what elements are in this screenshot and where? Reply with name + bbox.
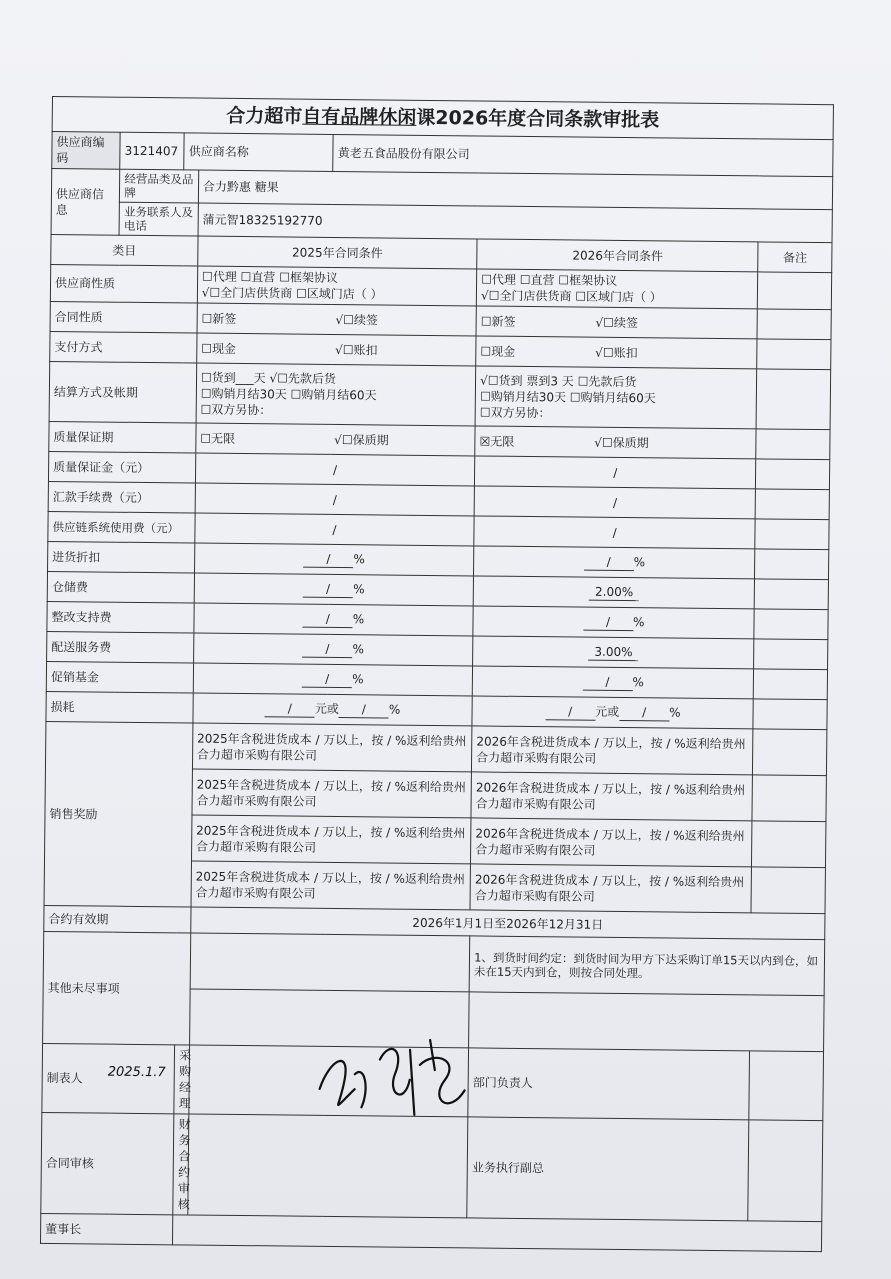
contact-value: 蒲元智18325192770: [198, 203, 832, 243]
warranty-label: 质量保证期: [49, 421, 196, 453]
pay-remark: [757, 339, 831, 370]
nature-2025-line2[interactable]: √☐全门店供货商 ☐区域门店（ ）: [201, 285, 383, 302]
warranty-2025-shelf[interactable]: √☐保质期: [330, 424, 475, 456]
header-2026: 2026年合同条件: [477, 239, 759, 272]
maker-handwritten-date: 2025.1.7: [107, 1064, 166, 1081]
storage-label: 仓储费: [47, 571, 194, 603]
settle-2026-line3[interactable]: ☐双方另协：: [479, 404, 551, 420]
sales-remark-1: [753, 729, 827, 776]
other-2026-blank[interactable]: [469, 992, 824, 1052]
nature-remark: [758, 272, 832, 310]
loss-unit-yuan: 元或: [314, 701, 339, 717]
sales-2025-tier1[interactable]: 2025年含税进货成本 / 万以上，按 / %返利给贵州合力超市采购有限公司: [192, 723, 472, 772]
manager-label: 采购经理: [174, 1045, 189, 1114]
row-sign-1: [42, 1043, 824, 1120]
loss-unit-yuan: 元或: [595, 704, 620, 719]
promo-2025[interactable]: [193, 663, 473, 696]
warranty-2026-unlimited[interactable]: ☒无限: [479, 433, 515, 449]
finance-label: 财务合约审核: [173, 1114, 189, 1215]
sales-2026-tier2[interactable]: 2026年含税进货成本 / 万以上，按 / %返利给贵州合力超市采购有限公司: [471, 772, 753, 821]
promo-label: 促销基金: [46, 661, 193, 693]
settle-2025-line2[interactable]: ☐购销月结30天 ☐购销月结60天: [200, 386, 377, 402]
loss-2026[interactable]: [472, 696, 754, 729]
supplier-name-label: 供应商名称: [184, 133, 333, 172]
pct-sign: %: [352, 612, 365, 627]
settle-2026-line1[interactable]: √☐货到 票到3 天 ☐先款后货: [480, 372, 637, 389]
pay-2026-cash[interactable]: ☐现金: [480, 344, 516, 359]
settle-2025-line1[interactable]: ☐货到___天 √☐先款后货: [200, 370, 336, 386]
pay-2025-deduct[interactable]: √☐账扣: [331, 334, 476, 366]
deposit-label: 质量保证金（元）: [48, 451, 195, 483]
chain-label: 供应链系统使用费（元）: [48, 511, 195, 543]
validity-value[interactable]: 2026年1月1日至2026年12月31日: [191, 907, 825, 940]
title-suffix: 课2026年度合同条款审批表: [416, 106, 660, 132]
contract-2025-new[interactable]: ☐新签: [197, 303, 332, 334]
loss-unit-pct: %: [669, 705, 681, 720]
promo-2025-value: /: [302, 671, 352, 689]
row-other-1: [43, 931, 825, 995]
dept-label: 部门负责人: [468, 1048, 750, 1120]
nature-2026: [476, 269, 758, 309]
discount-2026-value: /: [584, 554, 634, 572]
loss-2025[interactable]: [193, 693, 473, 726]
fee-label: 汇款手续费（元）: [48, 481, 195, 513]
warranty-2026: [475, 426, 757, 459]
discount-label: 进货折扣: [48, 541, 195, 573]
dept-sign[interactable]: [749, 1051, 823, 1121]
maker-label: 制表人: [46, 1070, 83, 1086]
delivery-2026-value: 3.00%: [588, 644, 638, 662]
pct-sign: %: [352, 672, 364, 687]
discount-2026[interactable]: [474, 546, 756, 579]
finance-sign[interactable]: [188, 1114, 468, 1218]
loss-2025-amount: /: [265, 700, 315, 718]
contact-label: 业务联系人及电话: [119, 202, 198, 236]
pay-label: 支付方式: [50, 331, 197, 363]
fee-2026[interactable]: /: [474, 486, 756, 519]
contract-label: 合同性质: [50, 301, 197, 333]
chain-2026[interactable]: /: [474, 516, 756, 549]
cat-value: 合力黔惠 糖果: [198, 170, 832, 210]
contract-2026-renew[interactable]: √☐续签: [595, 315, 639, 330]
sales-2025-tier4[interactable]: 2025年含税进货成本 / 万以上，按 / %返利给贵州合力超市采购有限公司: [191, 861, 471, 910]
contract-2025-renew[interactable]: √☐续签: [331, 304, 476, 336]
settle-2026: [475, 366, 757, 429]
nature-2026-line1[interactable]: ☐代理 ☐直营 ☐框架协议: [481, 272, 618, 288]
pay-2026-deduct[interactable]: √☐账扣: [595, 345, 638, 360]
vp-sign[interactable]: [748, 1120, 823, 1222]
rectify-2026[interactable]: [473, 606, 755, 639]
warranty-2025-unlimited[interactable]: ☐无限: [196, 423, 331, 454]
sales-2026-tier1[interactable]: 2026年含税进货成本 / 万以上，按 / %返利给贵州合力超市采购有限公司: [472, 726, 754, 775]
supplier-code: 3121407: [120, 132, 185, 170]
cat-label: 经营品类及品牌: [120, 169, 199, 203]
promo-remark: [754, 669, 828, 700]
rectify-2026-value: /: [583, 614, 633, 632]
other-note[interactable]: 1、到货时间约定：到货时间为甲方下达采购订单15天以内到仓，如未在15天内到仓，则按合同处理。: [469, 936, 824, 996]
approval-table: [40, 96, 834, 1252]
supplier-info-label: 供应商信息: [51, 169, 120, 236]
settle-2025: [196, 363, 476, 426]
delivery-2025[interactable]: [193, 633, 473, 666]
chair-sign[interactable]: [173, 1215, 822, 1252]
row-sales-1: [45, 721, 826, 775]
sales-remark-2: [752, 775, 826, 822]
sales-2026-tier4[interactable]: 2026年含税进货成本 / 万以上，按 / %返利给贵州合力超市采购有限公司: [470, 864, 752, 913]
discount-2025-value: /: [303, 551, 353, 569]
delivery-label: 配送服务费: [47, 631, 194, 663]
nature-2025-line1[interactable]: ☐代理 ☐直营 ☐框架协议: [201, 269, 338, 286]
contract-2026-new[interactable]: ☐新签: [480, 314, 516, 329]
supplier-code-label: 供应商编码: [52, 132, 121, 170]
chain-2025[interactable]: /: [195, 513, 475, 546]
nature-2026-line2[interactable]: √☐全门店供货商 ☐区域门店（ ）: [480, 288, 662, 305]
loss-2026-pct: /: [619, 704, 669, 722]
manager-sign[interactable]: [189, 1045, 469, 1117]
pay-2025-cash[interactable]: ☐现金: [197, 333, 332, 364]
contract-2026: [476, 306, 758, 339]
promo-2026[interactable]: [472, 666, 754, 699]
pct-sign: %: [353, 552, 365, 567]
other-2025-blank[interactable]: [189, 989, 469, 1048]
pay-2026: [476, 336, 758, 369]
delivery-2025-value: /: [302, 641, 352, 659]
loss-unit-pct: %: [388, 702, 401, 717]
maker-cell: [42, 1043, 175, 1113]
nature-label: 供应商性质: [50, 264, 197, 303]
validity-label: 合约有效期: [44, 905, 191, 933]
rectify-2025-value: /: [303, 611, 353, 629]
title-category: 自有品牌休闲: [302, 105, 417, 129]
rectify-remark: [754, 609, 828, 640]
sales-2026-tier3[interactable]: 2026年含税进货成本 / 万以上，按 / %返利给贵州合力超市采购有限公司: [471, 818, 753, 867]
storage-2025-value: /: [303, 581, 353, 599]
storage-2025[interactable]: [194, 573, 474, 606]
header-2025: 2025年合同条件: [198, 236, 478, 269]
rectify-2025[interactable]: [194, 603, 474, 636]
discount-remark: [755, 549, 829, 580]
pct-sign: %: [352, 642, 364, 657]
loss-remark: [753, 699, 827, 730]
pct-sign: %: [632, 675, 644, 690]
row-settle: [49, 361, 831, 429]
delivery-remark: [754, 639, 828, 670]
deposit-2025[interactable]: /: [195, 453, 475, 486]
storage-remark: [755, 579, 829, 610]
pct-sign: %: [633, 555, 646, 570]
nature-2025: [197, 266, 477, 306]
title-prefix: 合力超市: [226, 104, 303, 128]
settle-2025-line3[interactable]: ☐双方另协：: [200, 402, 272, 417]
header-remark: 备注: [758, 242, 832, 273]
sales-2025-tier3[interactable]: 2025年含税进货成本 / 万以上，按 / %返利给贵州合力超市采购有限公司: [191, 815, 471, 864]
discount-2025[interactable]: [194, 543, 474, 576]
delivery-2026[interactable]: [473, 636, 755, 669]
storage-2026[interactable]: [473, 576, 755, 609]
loss-2025-pct: /: [339, 701, 389, 719]
sales-remark-4: [751, 867, 825, 914]
sales-remark-3: [752, 821, 826, 868]
chair-label: 董事长: [40, 1213, 173, 1244]
review-label: 合同审核: [41, 1112, 174, 1214]
settle-label: 结算方式及帐期: [49, 361, 196, 423]
contract-remark: [757, 309, 831, 340]
vp-label: 业务执行副总: [467, 1117, 749, 1221]
fee-2025[interactable]: /: [195, 483, 475, 516]
approval-form: [41, 96, 834, 1236]
fee-remark: [756, 489, 830, 520]
settle-2026-line2[interactable]: ☐购销月结30天 ☐购销月结60天: [479, 388, 656, 405]
promo-2026-value: /: [582, 674, 632, 692]
loss-label: 损耗: [46, 691, 193, 723]
deposit-2026[interactable]: /: [475, 456, 757, 489]
rectify-label: 整改支持费: [47, 601, 194, 633]
sales-label: 销售奖励: [44, 721, 193, 907]
loss-2026-amount: /: [545, 703, 595, 721]
supplier-name: 黄老五食品股份有限公司: [333, 134, 833, 176]
row-sign-2: [41, 1112, 823, 1221]
pct-sign: %: [633, 615, 645, 630]
header-item: 类目: [51, 234, 198, 266]
deposit-remark: [756, 459, 830, 490]
settle-remark: [757, 369, 831, 430]
warranty-remark: [756, 429, 830, 460]
sales-2025-tier2[interactable]: 2025年含税进货成本 / 万以上，按 / %返利给贵州合力超市采购有限公司: [192, 769, 472, 818]
other-label: 其他未尽事项: [43, 931, 191, 1045]
pct-sign: %: [353, 582, 365, 597]
other-2025[interactable]: [190, 933, 470, 992]
chain-remark: [755, 519, 829, 550]
storage-2026-value: 2.00%: [589, 584, 639, 602]
warranty-2026-shelf[interactable]: √☐保质期: [594, 435, 649, 450]
